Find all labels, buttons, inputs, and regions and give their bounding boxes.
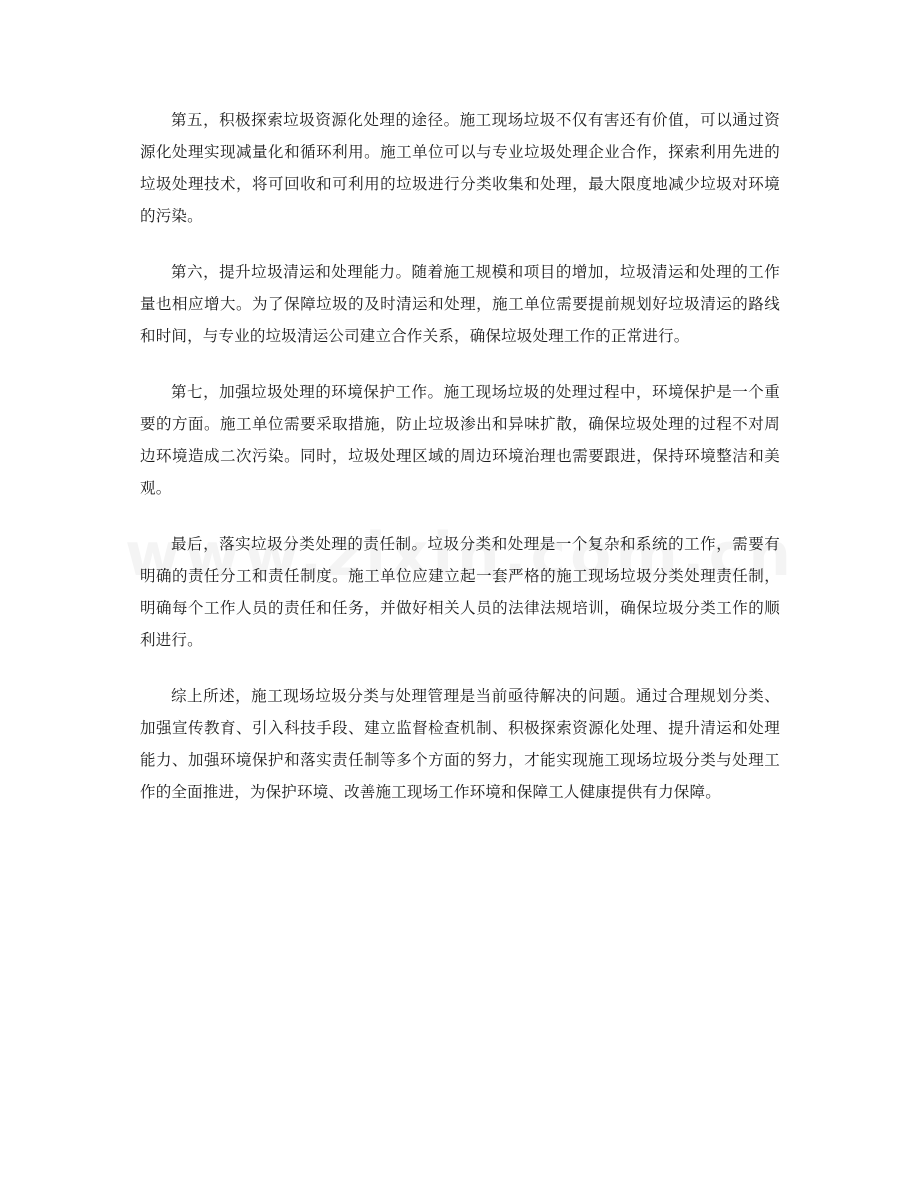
- paragraph-seventh: 第七，加强垃圾处理的环境保护工作。施工现场垃圾的处理过程中，环境保护是一个重要的方面。施工单位需要采取措施，防止垃圾渗出和异味扩散，确保垃圾处理的过程不对周边环境造成二次污染。同时，垃圾处理区域的周边环境治理也需要跟进，保持环境整洁和美观。: [140, 383, 780, 497]
- paragraph-summary: 综上所述，施工现场垃圾分类与处理管理是当前亟待解决的问题。通过合理规划分类、加强宣传教育、引入科技手段、建立监督检查机制、积极探索资源化处理、提升清运和处理能力、加强环境保护和落实责任制等多个方面的努力，才能实现施工现场垃圾分类与处理工作的全面推进，为保护环境、改善施工现场工作环境和保障工人健康提供有力保障。: [140, 687, 780, 801]
- paragraph-sixth: 第六，提升垃圾清运和处理能力。随着施工规模和项目的增加，垃圾清运和处理的工作量也相应增大。为了保障垃圾的及时清运和处理，施工单位需要提前规划好垃圾清运的路线和时间，与专业的垃圾清运公司建立合作关系，确保垃圾处理工作的正常进行。: [140, 263, 780, 345]
- document-body: [140, 104, 780, 832]
- paragraph-fifth: 第五，积极探索垃圾资源化处理的途径。施工现场垃圾不仅有害还有价值，可以通过资源化处理实现减量化和循环利用。施工单位可以与专业垃圾处理企业合作，探索利用先进的垃圾处理技术，将可回收和可利用的垃圾进行分类收集和处理，最大限度地减少垃圾对环境的污染。: [140, 111, 780, 225]
- paragraph-finally: 最后，落实垃圾分类处理的责任制。垃圾分类和处理是一个复杂和系统的工作，需要有明确的责任分工和责任制度。施工单位应建立起一套严格的施工现场垃圾分类处理责任制，明确每个工作人员的责任和任务，并做好相关人员的法律法规培训，确保垃圾分类工作的顺利进行。: [140, 535, 780, 649]
